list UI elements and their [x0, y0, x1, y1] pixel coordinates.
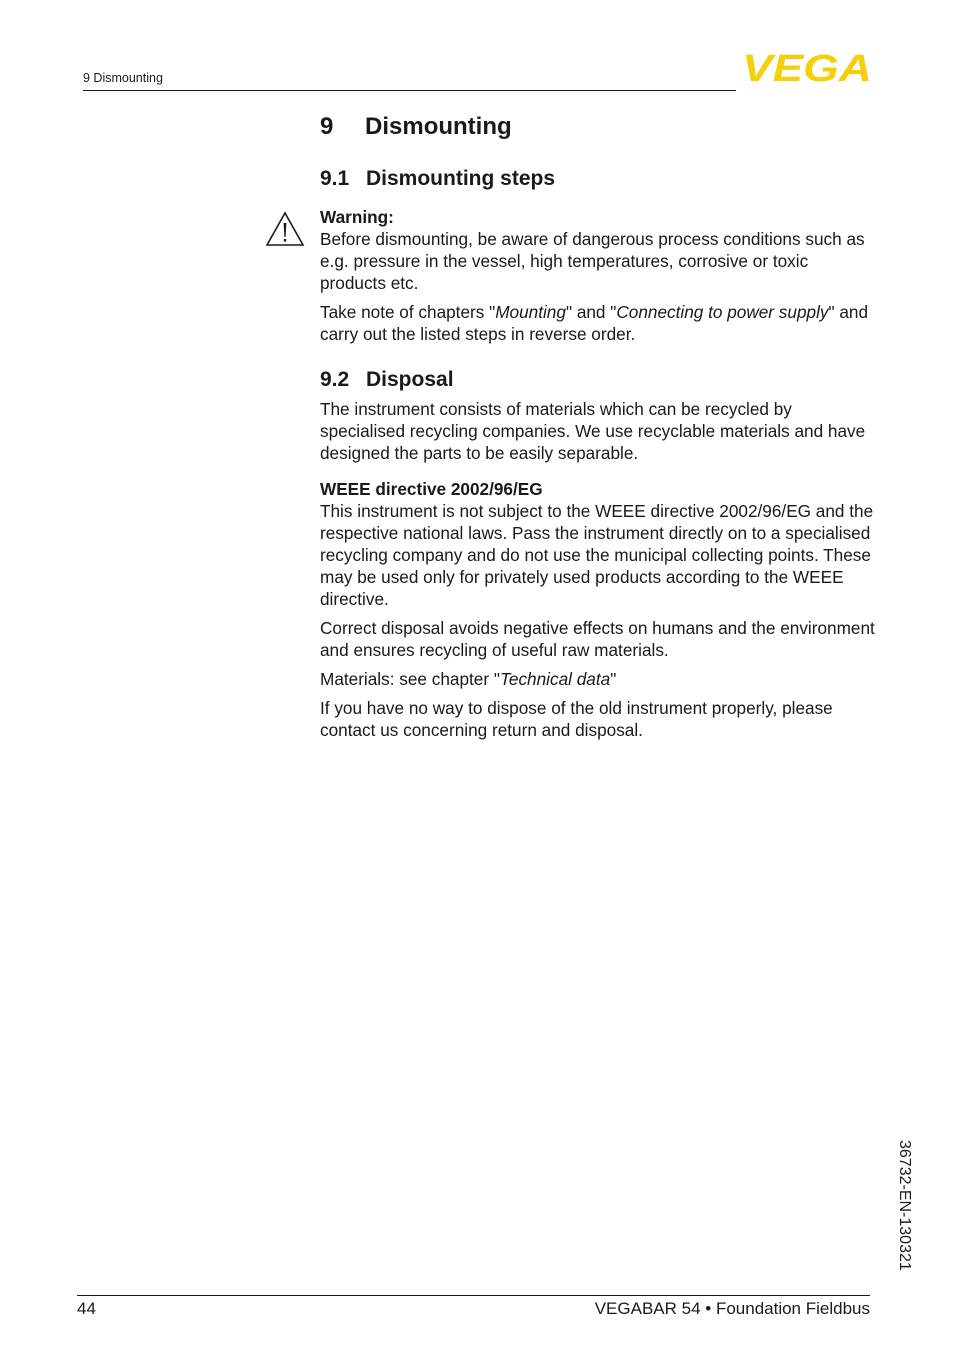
link-technical-data: Technical data [499, 669, 611, 689]
note-text: " and carry out the listed steps in reverse order. [320, 302, 869, 344]
link-mounting: Mounting [495, 302, 566, 322]
main-content [320, 108, 876, 741]
materials-reference [320, 668, 876, 690]
section-number: 9.2 [320, 368, 350, 391]
chapter-title: Dismounting [365, 113, 512, 140]
vega-logo-text: VEGA [742, 52, 872, 84]
chapter-reference-note [320, 301, 876, 345]
chapter-heading [320, 112, 876, 142]
contact-text: If you have no way to dispose of the old instrument properly, please contact us concerning return and disposal. [320, 698, 833, 740]
header-section-label: 9 Dismounting [83, 71, 163, 85]
warning-label: Warning: [320, 207, 394, 227]
correct-disposal-text: Correct disposal avoids negative effects on humans and the environment and ensures recycling of useful raw materials. [320, 618, 875, 660]
chapter-number: 9 [320, 113, 334, 140]
page-number: 44 [77, 1299, 96, 1318]
footer-divider [77, 1295, 870, 1296]
document-id: 36732-EN-130321 [896, 1140, 913, 1271]
section-heading-dismounting-steps [320, 166, 876, 192]
note-text: " and " [565, 302, 617, 322]
section-heading-disposal [320, 367, 876, 393]
section-title: Disposal [366, 368, 454, 391]
footer-product-title: VEGABAR 54 • Foundation Fieldbus [594, 1299, 870, 1318]
warning-text: Before dismounting, be aware of dangerous process conditions such as e.g. pressure in the vessel, high temperatures, corrosive or toxic products etc. [320, 229, 865, 293]
vega-logo [741, 52, 873, 84]
section-title: Dismounting steps [366, 167, 556, 190]
weee-text: This instrument is not subject to the WEEE directive 2002/96/EG and the respective national laws. Pass the instrument directly on to a specialised recycling company and do not use the municipal collecting points. These may be used only for privately used products according to the WEEE directive. [320, 501, 874, 609]
link-connecting-power: Connecting to power supply [616, 302, 829, 322]
materials-text: " [610, 669, 617, 689]
disposal-intro: The instrument consists of materials which can be recycled by specialised recycling companies. We use recyclable materials and have designed the parts to be easily separable. [320, 399, 866, 463]
section-number: 9.1 [320, 167, 350, 190]
weee-heading: WEEE directive 2002/96/EG [320, 479, 543, 499]
warning-icon [264, 210, 306, 248]
materials-text: Materials: see chapter " [320, 669, 500, 689]
header-divider [83, 90, 736, 91]
note-text: Take note of chapters " [320, 302, 496, 322]
